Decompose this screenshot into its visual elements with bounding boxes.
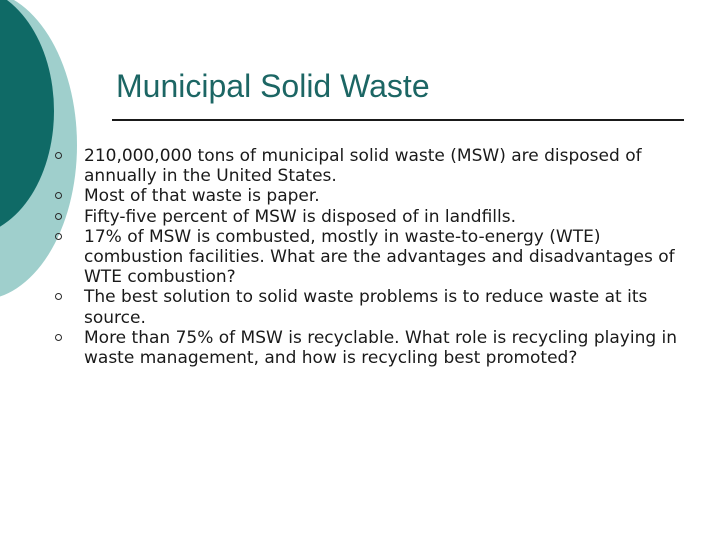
bullet-item <box>55 146 695 186</box>
bullet-item <box>55 207 695 227</box>
hollow-circle-icon <box>55 334 62 341</box>
bullet-item <box>55 227 695 288</box>
hollow-circle-icon <box>55 293 62 300</box>
hollow-circle-icon <box>55 213 62 220</box>
bullet-item <box>55 287 695 327</box>
bullet-item <box>55 186 695 206</box>
title-underline-divider <box>112 119 684 121</box>
bullet-item <box>55 328 695 368</box>
hollow-circle-icon <box>55 192 62 199</box>
bullet-text: Fifty-five percent of MSW is disposed of in landfills. <box>84 206 516 227</box>
hollow-circle-icon <box>55 233 62 240</box>
bullet-text: The best solution to solid waste problems is to reduce waste at its source. <box>84 287 648 328</box>
slide-title: Municipal Solid Waste <box>116 68 430 104</box>
hollow-circle-icon <box>55 152 62 159</box>
bullet-text: More than 75% of MSW is recyclable. What role is recycling playing in waste management, and how is recycling best promoted? <box>84 327 678 369</box>
bullet-text: 210,000,000 tons of municipal solid waste (MSW) are disposed of annually in the United States. <box>84 146 642 187</box>
bullet-text: 17% of MSW is combusted, mostly in waste-to-energy (WTE) combustion facilities. What are the advantages and disadvantages of WTE combustion? <box>84 226 675 288</box>
bullet-list <box>55 146 695 368</box>
bullet-text: Most of that waste is paper. <box>84 186 320 207</box>
